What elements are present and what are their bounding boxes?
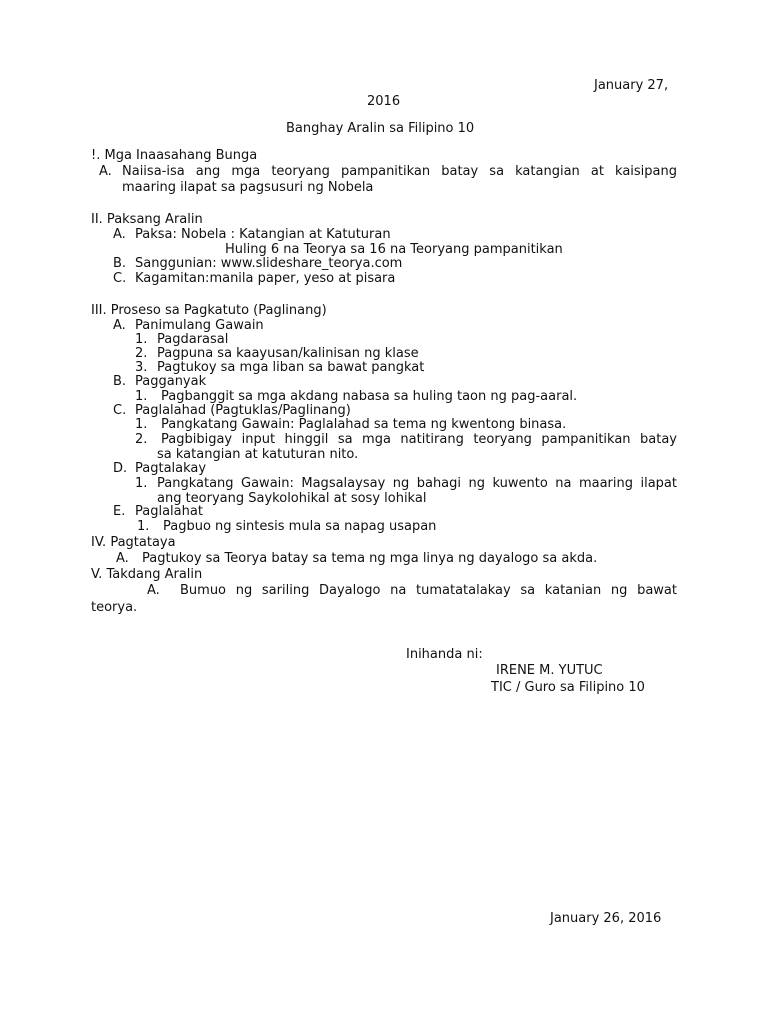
section-2-item-a-marker: A. [113, 227, 126, 242]
section-2-item-a-continuation: Huling 6 na Teorya sa 16 na Teoryang pampanitikan [225, 242, 563, 257]
document-title: Banghay Aralin sa Filipino 10 [286, 121, 475, 136]
section-3-b-item-1-marker: 1. [135, 389, 148, 404]
footer-date: January 26, 2016 [550, 911, 662, 926]
section-3-c-item-1-marker: 1. [135, 417, 148, 432]
section-1-item-a-marker: A. [99, 164, 112, 179]
section-4-item-a-text: Pagtukoy sa Teorya batay sa tema ng mga linya ng dayalogo sa akda. [142, 551, 598, 566]
date-line-2: 2016 [367, 94, 401, 109]
section-2-item-a-text: Paksa: Nobela : Katangian at Katuturan [135, 227, 391, 242]
section-2-item-b-marker: B. [113, 256, 127, 271]
section-3-c-item-1-text: Pangkatang Gawain: Paglalahad sa tema ng kwentong binasa. [161, 417, 567, 432]
section-3-d-item-1-marker: 1. [135, 476, 148, 491]
section-3-b-item-1-text: Pagbanggit sa mga akdang nabasa sa huling taon ng pag-aaral. [161, 389, 578, 404]
section-5-heading: V. Takdang Aralin [91, 567, 203, 582]
section-3-c-text: Paglalahad (Pagtuklas/Paglinang) [135, 403, 351, 418]
section-3-d-item-1-line-2: ang teoryang Saykolohikal at sosy lohikal [157, 491, 427, 506]
section-3-d-item-1-line-1: Pangkatang Gawain: Magsalaysay ng bahagi ng kuwento na maaring ilapat [157, 476, 677, 491]
prepared-by-label: Inihanda ni: [406, 647, 483, 662]
section-3-e-text: Paglalahat [135, 504, 203, 519]
section-1-item-a-line-1: Naiisa-isa ang mga teoryang pampanitikan batay sa katangian at kaisipang [122, 164, 677, 179]
section-3-a-item-1-text: Pagdarasal [157, 332, 229, 347]
section-3-b-marker: B. [113, 374, 127, 389]
section-4-heading: IV. Pagtataya [91, 535, 176, 550]
section-3-a-item-3-text: Pagtukoy sa mga liban sa bawat pangkat [157, 360, 425, 375]
section-3-c-item-2-line-1: Pagbibigay input hinggil sa mga natitirang teoryang pampanitikan batay [161, 432, 677, 447]
section-2-heading: II. Paksang Aralin [91, 212, 203, 227]
section-3-a-marker: A. [113, 318, 126, 333]
section-3-a-item-2-text: Pagpuna sa kaayusan/kalinisan ng klase [157, 346, 419, 361]
section-2-item-c-text: Kagamitan:manila paper, yeso at pisara [135, 271, 396, 286]
section-3-e-item-1-marker: 1. [137, 519, 150, 534]
section-3-c-marker: C. [113, 403, 127, 418]
signatory-position: TIC / Guro sa Filipino 10 [491, 680, 645, 695]
section-2-item-b-text: Sanggunian: www.slideshare_teorya.com [135, 256, 403, 271]
date-line-1: January 27, [594, 78, 669, 93]
section-3-a-item-1-marker: 1. [135, 332, 148, 347]
section-3-a-item-2-marker: 2. [135, 346, 148, 361]
section-3-c-item-2-line-2: sa katangian at katuturan nito. [157, 447, 359, 462]
section-2-item-c-marker: C. [113, 271, 127, 286]
section-1-heading: !. Mga Inaasahang Bunga [91, 148, 258, 163]
section-3-e-item-1-text: Pagbuo ng sintesis mula sa napag usapan [163, 519, 437, 534]
section-5-item-a-line-2: teorya. [91, 600, 138, 615]
section-3-a-item-3-marker: 3. [135, 360, 148, 375]
section-5-item-a-marker: A. [147, 583, 160, 598]
section-3-b-text: Pagganyak [135, 374, 207, 389]
section-3-heading: III. Proseso sa Pagkatuto (Paglinang) [91, 303, 327, 318]
section-4-item-a-marker: A. [116, 551, 129, 566]
section-1-item-a-line-2: maaring ilapat sa pagsusuri ng Nobela [122, 180, 374, 195]
section-3-d-marker: D. [113, 461, 128, 476]
section-5-item-a-line-1: Bumuo ng sariling Dayalogo na tumatatalakay sa katanian ng bawat [180, 583, 677, 598]
signatory-name: IRENE M. YUTUC [496, 663, 603, 678]
section-3-a-text: Panimulang Gawain [135, 318, 264, 333]
section-3-c-item-2-marker: 2. [135, 432, 148, 447]
section-3-e-marker: E. [113, 504, 126, 519]
section-3-d-text: Pagtalakay [135, 461, 207, 476]
